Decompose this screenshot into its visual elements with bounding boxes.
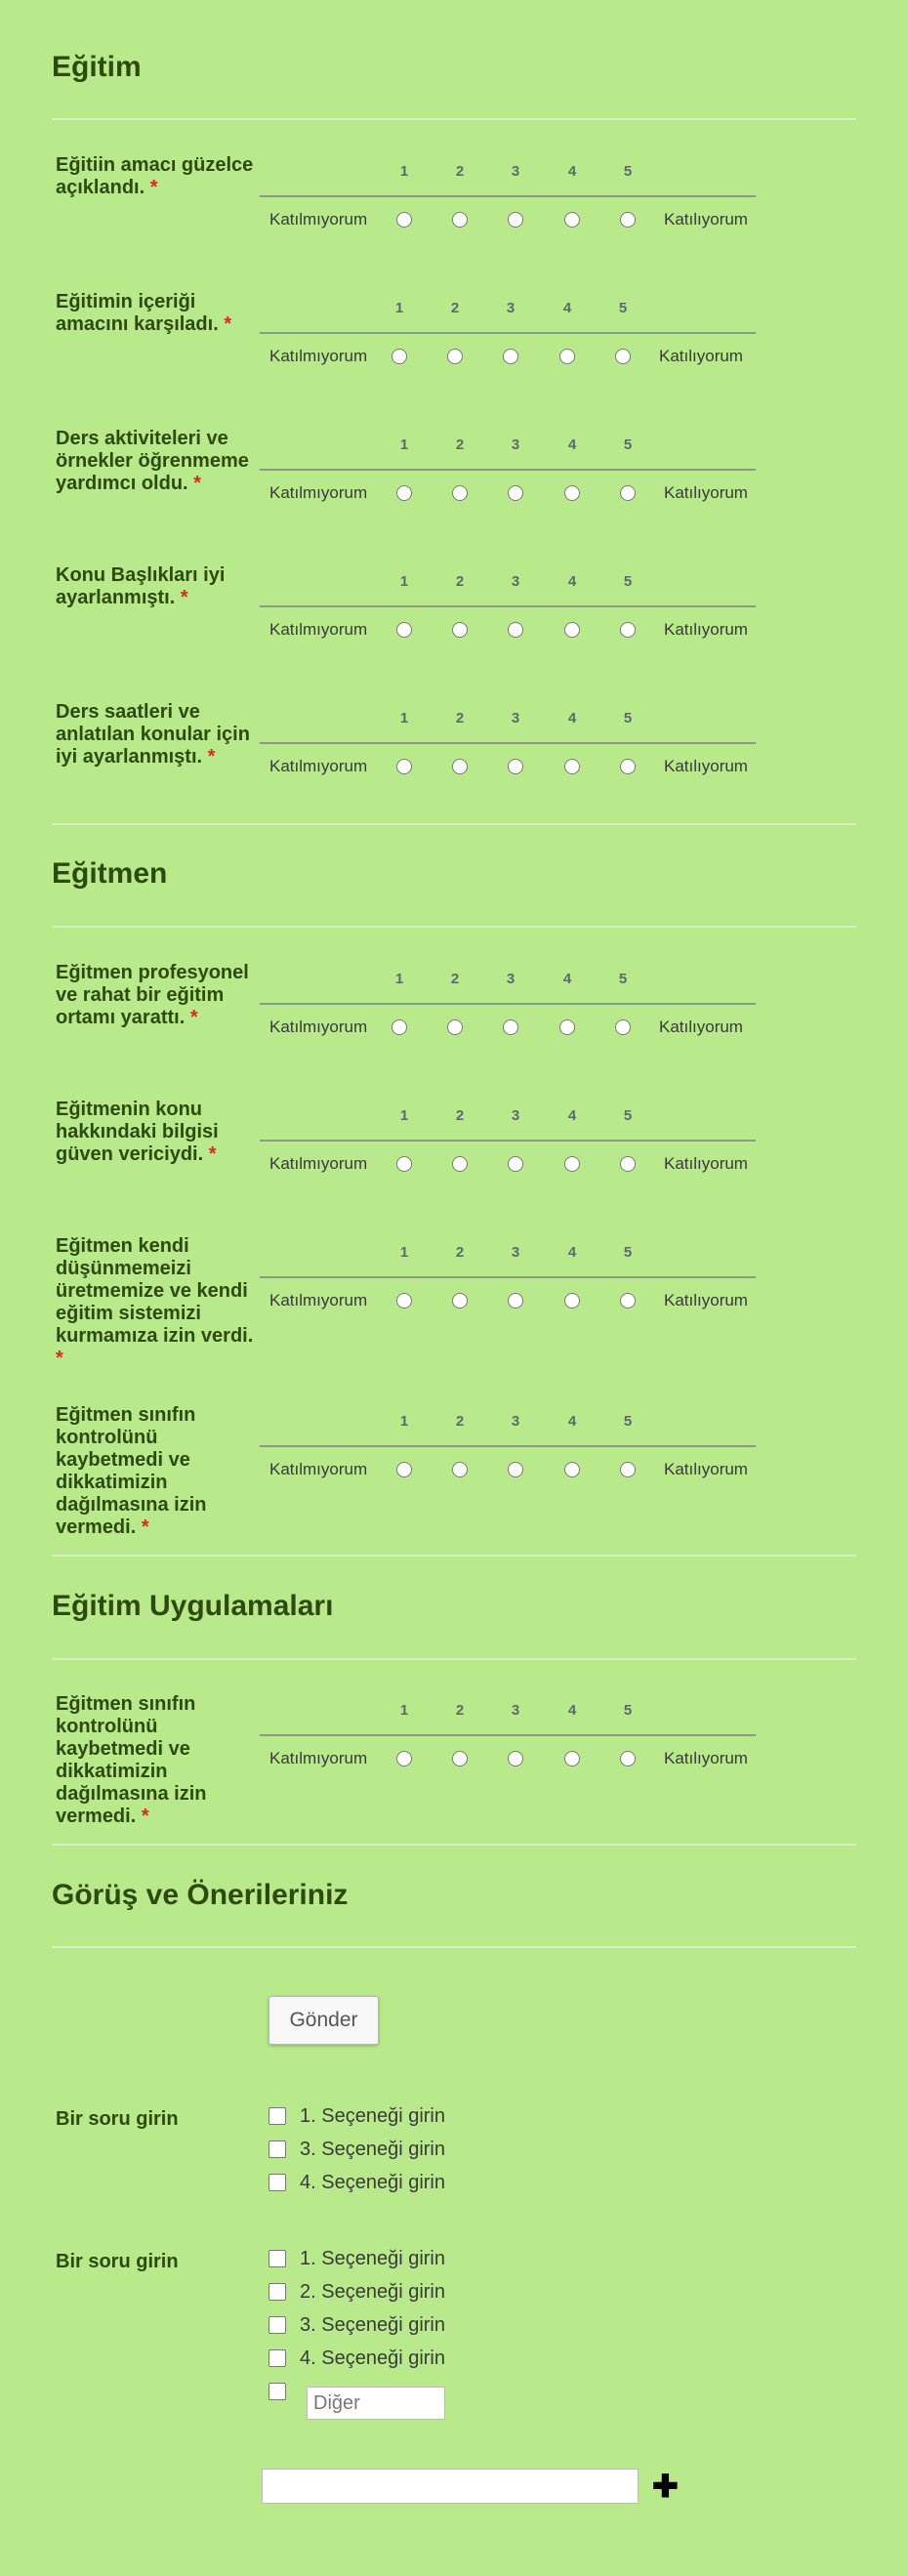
rating-radio[interactable] [396,1751,412,1766]
scale-number: 4 [567,1413,577,1430]
scale-divider [260,742,756,744]
scale-number: 4 [562,300,572,316]
section-divider [52,926,856,928]
question-label [56,291,256,336]
rating-radio[interactable] [564,1156,580,1172]
scale-number: 5 [623,163,633,180]
section-divider [52,1844,856,1846]
question-text: Eğitmen profesyonel ve rahat bir eğitim ortamı yarattı. [56,962,249,1028]
rating-radio[interactable] [452,212,468,228]
rating-radio[interactable] [508,1293,523,1309]
rating-radio[interactable] [559,1019,575,1035]
scale-low-label: Katılmıyorum [269,1291,368,1309]
scale-number: 4 [567,1244,577,1261]
rating-radio[interactable] [564,622,580,638]
rating-radio[interactable] [508,1156,523,1172]
section-divider [52,118,856,120]
question-text: Ders aktiviteleri ve örnekler öğrenmeme yardımcı oldu. [56,428,249,494]
scale-number: 3 [511,1702,520,1719]
scale-number: 3 [511,436,520,453]
scale-number: 4 [567,163,577,180]
rating-radio[interactable] [452,1462,468,1477]
rating-scale [260,154,756,232]
scale-divider [260,1445,756,1447]
scale-number: 2 [455,436,465,453]
rating-radio[interactable] [508,1462,523,1477]
required-mark: * [224,313,232,335]
rating-radio[interactable] [392,349,407,364]
checkbox[interactable] [268,2107,286,2125]
rating-radio[interactable] [503,1019,518,1035]
scale-number: 1 [399,436,409,453]
checkbox[interactable] [268,2316,286,2334]
scale-divider [260,1003,756,1005]
scale-divider [260,332,756,334]
section-divider [52,823,856,825]
rating-scale [260,291,756,369]
scale-high-label: Katılıyorum [664,1154,748,1173]
scale-number: 1 [399,163,409,180]
required-mark: * [189,1007,198,1028]
scale-number: 3 [506,300,516,316]
rating-radio[interactable] [396,622,412,638]
question-label [56,564,256,609]
rating-radio[interactable] [508,485,523,501]
scale-number: 5 [623,436,633,453]
scale-divider [260,1734,756,1736]
checkbox-option-label: 2. Seçeneği girin [300,2280,445,2303]
question-label [56,1235,256,1370]
question-label [56,701,256,769]
rating-radio[interactable] [447,1019,463,1035]
rating-radio[interactable] [508,212,523,228]
scale-number: 2 [450,300,460,316]
checkbox-option-label: 1. Seçeneği girin [300,2104,445,2127]
checkbox-option-label: 3. Seçeneği girin [300,2313,445,2336]
question-label [56,962,256,1029]
question-label [56,428,256,495]
scale-number: 2 [455,1413,465,1430]
rating-scale [260,564,756,643]
checkbox[interactable] [268,2383,286,2400]
question-label [56,1693,256,1828]
scale-number: 1 [399,1413,409,1430]
rating-scale [260,1099,756,1177]
rating-radio[interactable] [615,349,631,364]
rating-radio[interactable] [452,485,468,501]
required-mark: * [56,1348,63,1369]
rating-radio[interactable] [564,759,580,774]
scale-number: 2 [455,1244,465,1261]
question-text: Eğitmen sınıfın kontrolünü kaybetmedi ve dikkatimizin dağılmasına izin vermedi. [56,1693,207,1827]
rating-radio[interactable] [396,485,412,501]
rating-radio[interactable] [620,1751,636,1766]
scale-low-label: Katılmıyorum [269,347,368,365]
checkbox-option[interactable] [268,2138,445,2161]
scale-low-label: Katılmıyorum [269,1018,368,1036]
scale-high-label: Katılıyorum [664,210,748,229]
submit-button[interactable]: Gönder [268,1996,379,2045]
rating-radio[interactable] [508,1751,523,1766]
rating-radio[interactable] [620,1462,636,1477]
rating-radio[interactable] [559,349,575,364]
rating-radio[interactable] [620,1156,636,1172]
scale-number: 4 [567,436,577,453]
checkbox[interactable] [268,2174,286,2191]
question-label [56,1404,256,1539]
scale-number: 1 [399,1702,409,1719]
scale-number: 2 [455,710,465,727]
rating-radio[interactable] [452,1293,468,1309]
scale-high-label: Katılıyorum [664,1460,748,1478]
scale-number: 4 [567,710,577,727]
other-option-input[interactable] [307,2387,445,2420]
scale-number: 5 [623,1244,633,1261]
checkbox-option-label: 4. Seçeneği girin [300,2347,445,2369]
checkbox-option[interactable] [268,2313,445,2337]
scale-number: 3 [511,1107,520,1124]
required-mark: * [149,177,158,198]
scale-high-label: Katılıyorum [664,1749,748,1767]
scale-number: 2 [455,1702,465,1719]
checkbox-option-label: 4. Seçeneği girin [300,2171,445,2193]
scale-high-label: Katılıyorum [659,347,743,365]
rating-radio[interactable] [620,485,636,501]
scale-number: 3 [511,1413,520,1430]
checkbox[interactable] [268,2283,286,2301]
scale-divider [260,605,756,607]
required-mark: * [193,473,201,494]
rating-scale [260,962,756,1040]
scale-high-label: Katılıyorum [664,620,748,639]
question-label [56,154,256,199]
section-title-egitmen: Eğitmen [52,857,168,890]
checkbox-option-label: 1. Seçeneği girin [300,2247,445,2269]
question-text: Eğitmen sınıfın kontrolünü kaybetmedi ve dikkatimizin dağılmasına izin vermedi. [56,1404,207,1538]
question-text: Ders saatleri ve anlatılan konular için iyi ayarlanmıştı. [56,701,250,768]
question-text: Eğitimin içeriği amacını karşıladı. [56,291,219,335]
scale-number: 2 [455,1107,465,1124]
question-text: Eğitmen kendi düşünmemeizi üretmemize ve kendi eğitim sistemizi kurmamıza izin verdi. [56,1235,254,1347]
rating-radio[interactable] [564,1293,580,1309]
scale-number: 4 [567,573,577,590]
rating-radio[interactable] [396,759,412,774]
checkbox-option[interactable] [268,2171,445,2194]
scale-low-label: Katılmıyorum [269,757,368,775]
scale-number: 1 [394,300,404,316]
rating-scale [260,1235,756,1313]
rating-scale [260,428,756,506]
rating-radio[interactable] [620,622,636,638]
scale-number: 3 [511,573,520,590]
rating-radio[interactable] [620,759,636,774]
scale-divider [260,1140,756,1142]
scale-number: 5 [623,1413,633,1430]
checkbox-question-label: Bir soru girin [56,2108,179,2130]
rating-radio[interactable] [396,1462,412,1477]
rating-radio[interactable] [564,212,580,228]
scale-number: 4 [567,1702,577,1719]
required-mark: * [208,1143,217,1165]
section-title-egitim-uygulamalari: Eğitim Uygulamaları [52,1590,334,1622]
rating-scale [260,1404,756,1482]
checkbox-option-label: 3. Seçeneği girin [300,2138,445,2160]
checkbox-option[interactable] [268,2247,445,2270]
question-text: Konu Başlıkları iyi ayarlanmıştı. [56,564,226,608]
scale-number: 3 [511,1244,520,1261]
required-mark: * [141,1517,149,1538]
rating-radio[interactable] [452,1156,468,1172]
scale-number: 2 [455,573,465,590]
scale-number: 1 [394,971,404,987]
scale-number: 5 [623,573,633,590]
scale-number: 3 [511,710,520,727]
rating-scale [260,1693,756,1771]
scale-number: 5 [623,710,633,727]
scale-number: 2 [450,971,460,987]
scale-number: 2 [455,163,465,180]
checkbox-option[interactable] [268,2347,445,2370]
scale-divider [260,469,756,471]
required-mark: * [141,1806,149,1827]
checkbox-option-other[interactable] [268,2380,300,2403]
scale-number: 4 [562,971,572,987]
scale-number: 5 [623,1702,633,1719]
rating-radio[interactable] [615,1019,631,1035]
rating-radio[interactable] [564,485,580,501]
scale-low-label: Katılmıyorum [269,483,368,502]
checkbox-option[interactable] [268,2280,445,2304]
section-title-gorus-ve-onerileriniz: Görüş ve Önerileriniz [52,1879,349,1911]
scale-number: 1 [399,710,409,727]
rating-radio[interactable] [396,1156,412,1172]
scale-low-label: Katılmıyorum [269,1460,368,1478]
scale-high-label: Katılıyorum [664,757,748,775]
scale-number: 5 [618,300,628,316]
checkbox-question-label: Bir soru girin [56,2251,179,2272]
section-divider [52,1555,856,1557]
checkbox[interactable] [268,2250,286,2267]
section-title-egitim: Eğitim [52,51,142,83]
rating-radio[interactable] [396,212,412,228]
scale-number: 5 [623,1107,633,1124]
rating-radio[interactable] [447,349,463,364]
section-divider [52,1946,856,1948]
rating-radio[interactable] [508,759,523,774]
scale-low-label: Katılmıyorum [269,620,368,639]
scale-low-label: Katılmıyorum [269,1154,368,1173]
scale-low-label: Katılmıyorum [269,210,368,229]
rating-radio[interactable] [508,622,523,638]
scale-number: 1 [399,573,409,590]
scale-low-label: Katılmıyorum [269,1749,368,1767]
rating-radio[interactable] [564,1462,580,1477]
scale-high-label: Katılıyorum [664,1291,748,1309]
required-mark: * [180,587,188,608]
rating-radio[interactable] [620,1293,636,1309]
rating-scale [260,701,756,779]
rating-radio[interactable] [503,349,518,364]
scale-high-label: Katılıyorum [659,1018,743,1036]
rating-radio[interactable] [564,1751,580,1766]
question-label [56,1099,256,1166]
question-text: Eğitmenin konu hakkındaki bilgisi güven vericiydi. [56,1099,219,1165]
scale-divider [260,195,756,197]
rating-radio[interactable] [452,622,468,638]
scale-high-label: Katılıyorum [664,483,748,502]
scale-number: 3 [511,163,520,180]
question-text: Eğitiin amacı güzelce açıklandı. [56,154,254,198]
rating-radio[interactable] [452,1751,468,1766]
rating-radio[interactable] [620,212,636,228]
rating-radio[interactable] [396,1293,412,1309]
scale-number: 5 [618,971,628,987]
new-field-input[interactable] [262,2469,639,2504]
scale-number: 1 [399,1244,409,1261]
rating-radio[interactable] [452,759,468,774]
required-mark: * [207,746,216,768]
checkbox[interactable] [268,2140,286,2158]
scale-number: 3 [506,971,516,987]
scale-number: 1 [399,1107,409,1124]
scale-number: 4 [567,1107,577,1124]
checkbox[interactable] [268,2349,286,2367]
section-divider [52,1658,856,1660]
scale-divider [260,1276,756,1278]
plus-icon[interactable]: ✚ [652,2469,679,2504]
rating-radio[interactable] [392,1019,407,1035]
checkbox-option[interactable] [268,2104,445,2128]
